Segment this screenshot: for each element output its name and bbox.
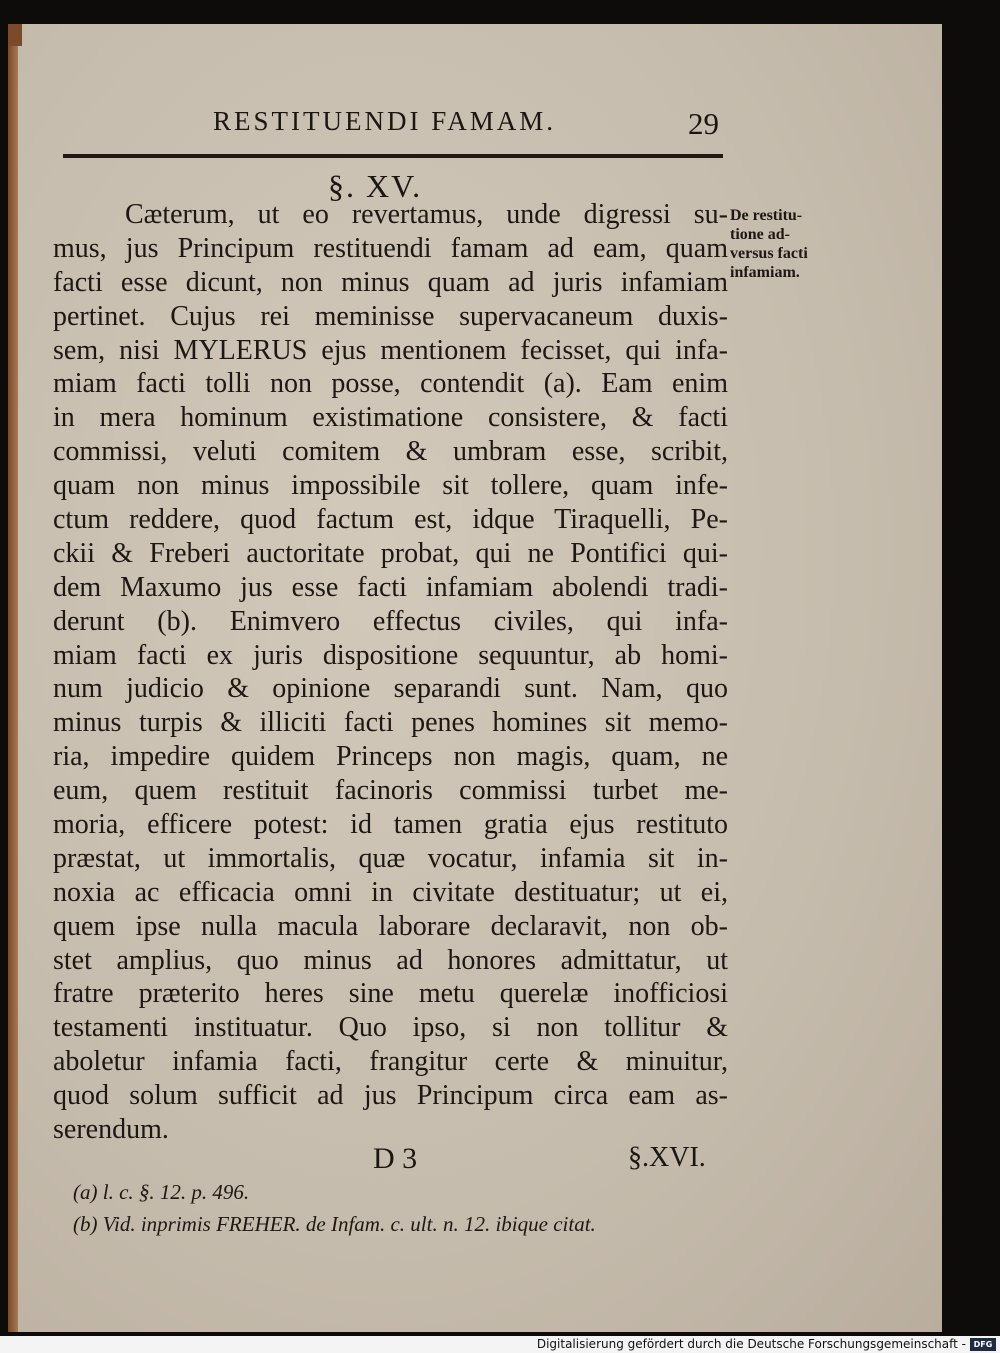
body-line: dem Maxumo jus esse facti infamiam abolendi tradi- xyxy=(53,571,728,603)
body-line: miam facti tolli non posse, contendit (a). Eam enim xyxy=(53,368,728,400)
marginal-note-line: infamiam. xyxy=(730,264,800,281)
footnote-a: (a) l. c. §. 12. p. 496. xyxy=(73,1180,250,1204)
body-line: moria, efficere potest: id tamen gratia ejus restituto xyxy=(53,809,728,841)
body-line: num judicio & opinione separandi sunt. Nam, quo xyxy=(53,673,728,705)
body-line: Cæterum, ut eo revertamus, unde digressi su- xyxy=(125,199,728,230)
body-line: fratre præterito heres sine metu querelæ inofficiosi xyxy=(53,978,728,1010)
scanned-page xyxy=(8,24,942,1332)
body-line: testamenti instituatur. Quo ipso, si non tollitur & xyxy=(53,1012,728,1044)
body-line: sem, nisi MYLERUS ejus mentionem fecisset, qui infa- xyxy=(53,334,728,366)
body-line: noxia ac efficacia omni in civitate destituatur; ut ei, xyxy=(53,876,728,908)
body-line: quem ipse nulla macula laborare declaravit, non ob- xyxy=(53,910,728,942)
body-line: stet amplius, quo minus ad honores admittatur, ut xyxy=(53,944,728,976)
body-line: mus, jus Principum restituendi famam ad eam, quam xyxy=(53,232,728,264)
body-line: facti esse dicunt, non minus quam ad juris infamiam xyxy=(53,266,728,298)
body-line: derunt (b). Enimvero effectus civiles, qui infa- xyxy=(53,605,728,637)
digitization-footer xyxy=(0,1336,1000,1353)
body-line: ria, impedire quidem Princeps non magis, quam, ne xyxy=(53,741,728,773)
body-line: ctum reddere, quod factum est, idque Tiraquelli, Pe- xyxy=(53,504,728,536)
body-line: eum, quem restituit facinoris commissi turbet me- xyxy=(53,775,728,807)
body-line: commissi, veluti comitem & umbram esse, scribit, xyxy=(53,436,728,468)
body-line: aboletur infamia facti, frangitur certe & minuitur, xyxy=(53,1046,728,1078)
body-line: pertinet. Cujus rei meminisse supervacaneum duxis- xyxy=(53,300,728,332)
body-line: in mera hominum existimatione consistere, & facti xyxy=(53,402,728,434)
body-line: miam facti ex juris dispositione sequuntur, ab homi- xyxy=(53,639,728,671)
body-line: ckii & Freberi auctoritate probat, qui ne Pontifici qui- xyxy=(53,537,728,569)
section-heading: §. XV. xyxy=(328,168,423,204)
page-number: 29 xyxy=(688,106,719,141)
body-line: quam non minus impossibile sit tollere, quam infe- xyxy=(53,470,728,502)
catchword: §.XVI. xyxy=(628,1142,706,1173)
body-line: minus turpis & illiciti facti penes homines sit memo- xyxy=(53,707,728,739)
marginal-note-line: tione ad- xyxy=(730,226,790,243)
marginal-note xyxy=(730,206,838,282)
footnote-b: (b) Vid. inprimis FREHER. de Infam. c. ult. n. 12. ibique citat. xyxy=(73,1212,596,1236)
body-text xyxy=(53,198,728,1147)
body-line: quod solum sufficit ad jus Principum circa eam as- xyxy=(53,1080,728,1112)
running-title: RESTITUENDI FAMAM. xyxy=(213,106,556,136)
marginal-note-line: versus facti xyxy=(730,245,808,262)
binding-corner xyxy=(8,24,22,46)
book-spine-edge xyxy=(8,24,18,1332)
body-line: serendum. xyxy=(53,1114,169,1146)
header-rule xyxy=(63,154,723,158)
marginal-note-line: De restitu- xyxy=(730,207,803,224)
dfg-logo-icon: DFG xyxy=(970,1338,996,1351)
funding-credit: Digitalisierung gefördert durch die Deutsche Forschungsgemeinschaft - xyxy=(536,1337,966,1351)
signature-mark: D 3 xyxy=(373,1142,418,1175)
body-line: præstat, ut immortalis, quæ vocatur, infamia sit in- xyxy=(53,842,728,874)
